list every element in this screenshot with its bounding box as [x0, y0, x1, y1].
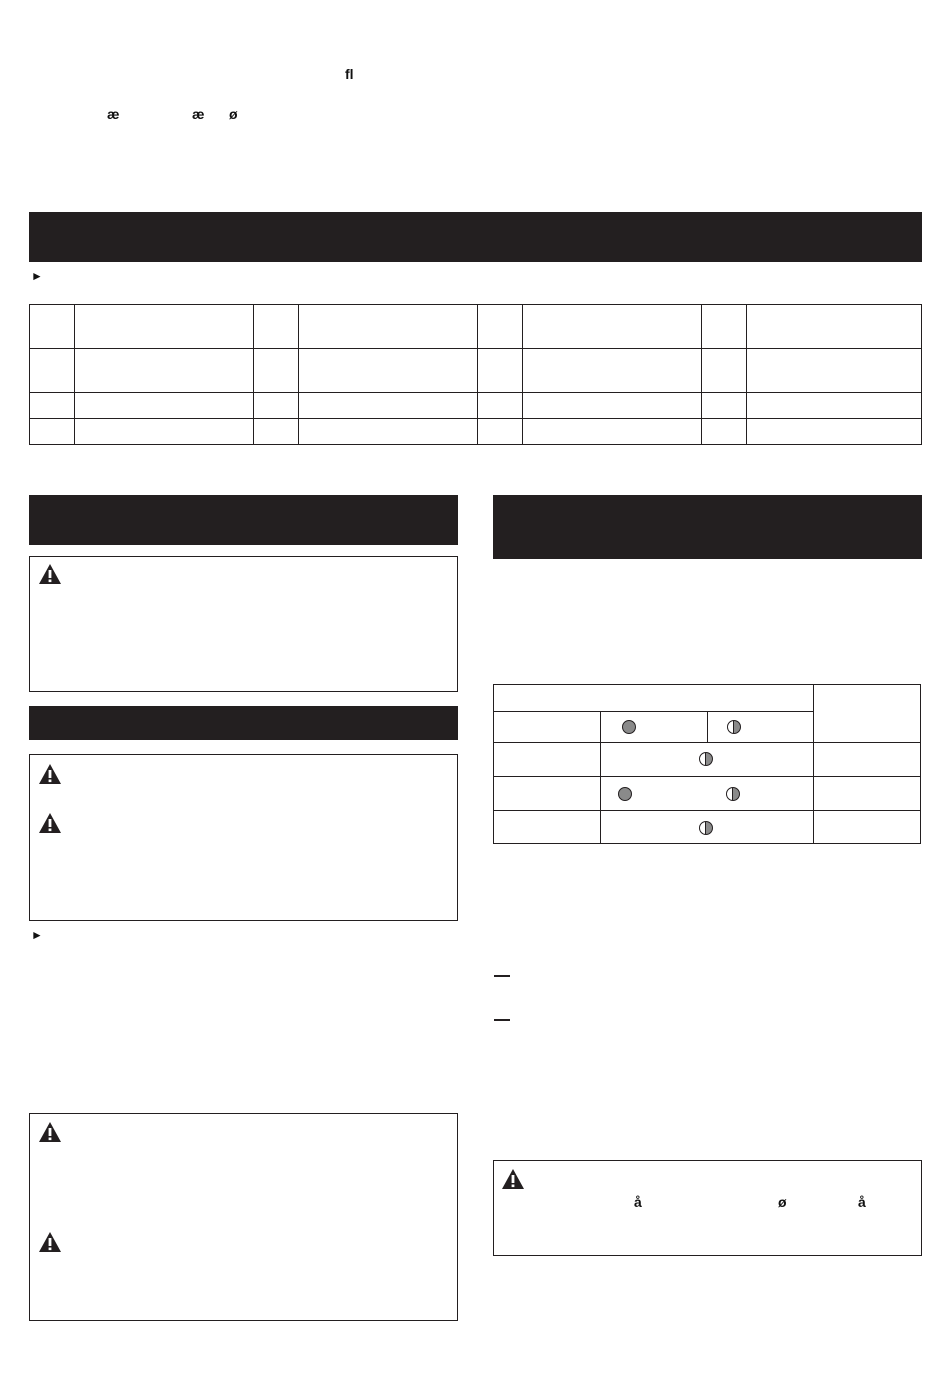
- stray-glyph-ae-1: æ: [107, 106, 120, 122]
- table-divider: [493, 711, 813, 712]
- table-cell: [299, 419, 478, 445]
- stray-glyph-fl: fl: [345, 66, 354, 82]
- table-cell: [299, 305, 478, 349]
- lamp-lit-icon: [618, 787, 632, 801]
- warning-box-4: [493, 1160, 922, 1256]
- table-cell: [478, 393, 523, 419]
- table-cell: [523, 349, 702, 393]
- warning-triangle-icon: [38, 563, 62, 585]
- warning-triangle-icon: [38, 1231, 62, 1253]
- table-cell: [75, 305, 254, 349]
- table-cell: [30, 305, 75, 349]
- section-heading-band-right-1: [493, 495, 922, 559]
- table-cell: [702, 349, 747, 393]
- table-divider: [707, 711, 708, 742]
- warning-triangle-icon: [38, 1121, 62, 1143]
- table-divider: [493, 810, 921, 811]
- table-divider: [493, 776, 921, 777]
- table-divider: [813, 684, 814, 844]
- table-cell: [254, 349, 299, 393]
- battery-indicator-table: [493, 684, 921, 844]
- list-dash: [494, 975, 510, 977]
- table-cell: [30, 419, 75, 445]
- table-cell: [747, 349, 922, 393]
- table-divider: [600, 711, 601, 844]
- warning-box-3: [29, 1113, 458, 1321]
- section-heading-band-specifications: [29, 212, 922, 262]
- table-cell: [30, 393, 75, 419]
- stray-glyph-o-slash: ø: [229, 106, 238, 122]
- lamp-blinking-icon: [699, 752, 713, 766]
- pointer-triangle-icon: ►: [31, 928, 43, 942]
- section-heading-band-left-2: [29, 706, 458, 740]
- stray-glyph-a-ring-2: å: [858, 1194, 866, 1210]
- specifications-table: [29, 304, 922, 445]
- warning-box-1: [29, 556, 458, 692]
- table-cell: [702, 419, 747, 445]
- table-cell: [523, 393, 702, 419]
- table-divider: [493, 742, 921, 743]
- warning-triangle-icon: [38, 763, 62, 785]
- table-cell: [747, 393, 922, 419]
- table-cell: [299, 349, 478, 393]
- warning-box-2: [29, 754, 458, 921]
- table-cell: [478, 349, 523, 393]
- table-cell: [299, 393, 478, 419]
- table-cell: [254, 419, 299, 445]
- pointer-triangle-icon: ►: [31, 269, 43, 283]
- table-cell: [478, 419, 523, 445]
- lamp-lit-icon: [622, 720, 636, 734]
- table-cell: [254, 305, 299, 349]
- table-cell: [523, 419, 702, 445]
- table-cell: [75, 419, 254, 445]
- table-cell: [747, 305, 922, 349]
- table-cell: [75, 349, 254, 393]
- table-cell: [702, 393, 747, 419]
- stray-glyph-ae-2: æ: [192, 106, 205, 122]
- list-dash: [494, 1019, 510, 1021]
- table-cell: [702, 305, 747, 349]
- lamp-blinking-icon: [699, 821, 713, 835]
- stray-glyph-o-slash-2: ø: [778, 1194, 787, 1210]
- lamp-blinking-icon: [726, 787, 740, 801]
- lamp-blinking-icon: [727, 720, 741, 734]
- table-cell: [478, 305, 523, 349]
- table-cell: [30, 349, 75, 393]
- table-cell: [254, 393, 299, 419]
- section-heading-band-left-1: [29, 495, 458, 545]
- stray-glyph-a-ring-1: å: [634, 1194, 642, 1210]
- warning-triangle-icon: [38, 812, 62, 834]
- table-cell: [747, 419, 922, 445]
- warning-triangle-icon: [501, 1168, 525, 1190]
- table-cell: [75, 393, 254, 419]
- table-cell: [523, 305, 702, 349]
